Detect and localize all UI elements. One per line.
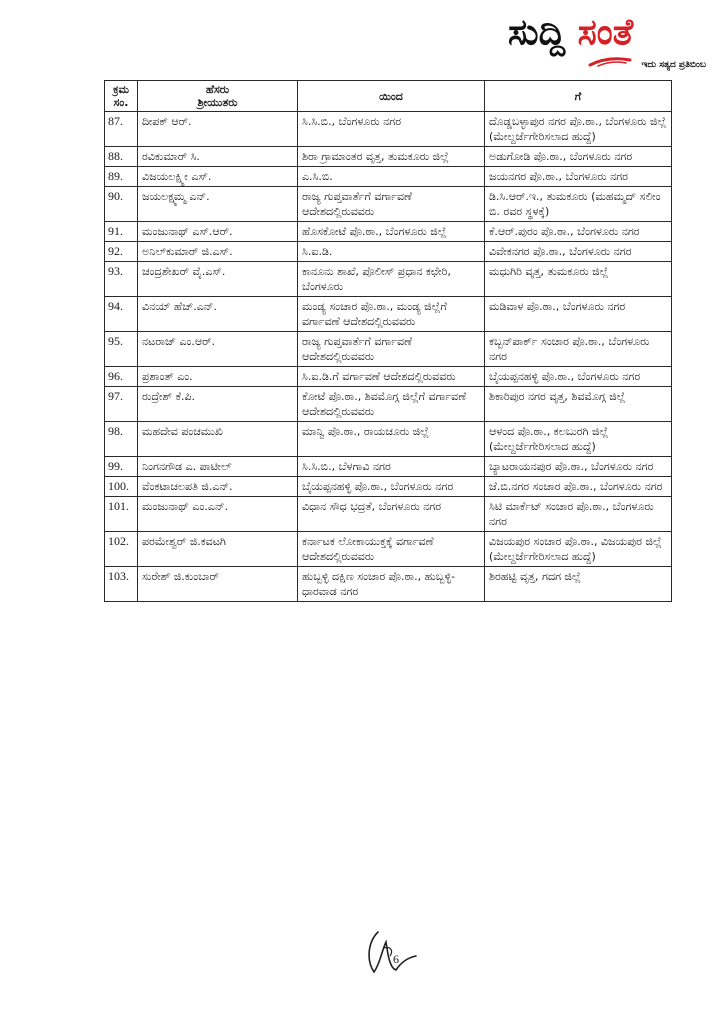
cell-from: ಕಾನೂನು ಶಾಖೆ, ಪೊಲೀಸ್ ಪ್ರಧಾನ ಕಛೇರಿ, ಬೆಂಗಳೂರು [298, 262, 485, 297]
cell-name: ದೀಪಕ್ ಆರ್. [138, 112, 298, 147]
table-body [105, 112, 672, 602]
table-row [105, 222, 672, 242]
header-serial-line1: ಕ್ರಮ [113, 83, 129, 96]
cell-name: ಮಂಜುನಾಥ್ ಎಂ.ಎನ್. [138, 497, 298, 532]
cell-from: ಮಂಡ್ಯ ಸಂಚಾರ ಪೊ.ಠಾ., ಮಂಡ್ಯ ಜಿಲ್ಲೆಗೆ ವರ್ಗಾವಣೆ ಆದೇಶದಲ್ಲಿರುವವರು [298, 297, 485, 332]
header-name-line1: ಹೆಸರು [205, 83, 230, 96]
cell-serial: 103. [105, 567, 138, 602]
transfer-table [104, 80, 672, 602]
cell-name: ಪ್ರಶಾಂತ್ ಎಂ. [138, 367, 298, 387]
cell-from: ಸಿ.ಐ.ಡಿ. [298, 242, 485, 262]
cell-from: ಶಿರಾ ಗ್ರಾಮಾಂತರ ವೃತ್ತ, ತುಮಕೂರು ಜಿಲ್ಲೆ [298, 147, 485, 167]
cell-from: ರಾಜ್ಯ ಗುಪ್ತವಾರ್ತೆಗೆ ವರ್ಗಾವಣೆ ಆದೇಶದಲ್ಲಿರುವವರು [298, 187, 485, 222]
cell-serial: 95. [105, 332, 138, 367]
cell-to: ಡಿ.ಸಿ.ಆರ್.ಇ., ತುಮಕೂರು (ಮಹಮ್ಮದ್ ಸಲೀಂ ಬಿ. ರವರ ಸ್ಥಳಕ್ಕೆ) [485, 187, 672, 222]
cell-to: ವಿವೇಕನಗರ ಪೊ.ಠಾ., ಬೆಂಗಳೂರು ನಗರ [485, 242, 672, 262]
cell-to: ದೊಡ್ಡಬಳ್ಳಾಪುರ ನಗರ ಪೊ.ಠಾ., ಬೆಂಗಳೂರು ಜಿಲ್ಲೆ (ಮೇಲ್ದರ್ಜೆಗೇರಿಸಲಾದ ಹುದ್ದೆ) [485, 112, 672, 147]
cell-from: ಮಾನ್ವಿ ಪೊ.ಠಾ., ರಾಯಚೂರು ಜಿಲ್ಲೆ [298, 422, 485, 457]
table-row [105, 297, 672, 332]
cell-name: ಸುರೇಶ್ ಜಿ.ಕುಂಬಾರ್ [138, 567, 298, 602]
cell-name: ನಟರಾಜ್ ಎಂ.ಆರ್. [138, 332, 298, 367]
cell-name: ಚಂದ್ರಶೇಖರ್ ವೈ.ಎಸ್. [138, 262, 298, 297]
logo-word-1: ಸುದ್ದಿ [508, 12, 566, 53]
table-row [105, 332, 672, 367]
table-row [105, 387, 672, 422]
cell-serial: 100. [105, 477, 138, 497]
cell-to: ಆಳಂದ ಪೊ.ಠಾ., ಕಲಬುರಗಿ ಜಿಲ್ಲೆ (ಮೇಲ್ದರ್ಜೆಗೇರಿಸಲಾದ ಹುದ್ದೆ) [485, 422, 672, 457]
cell-from: ಬೈಯಪ್ಪನಹಳ್ಳಿ ಪೊ.ಠಾ., ಬೆಂಗಳೂರು ನಗರ [298, 477, 485, 497]
signature-icon [360, 928, 420, 978]
cell-to: ಜಯನಗರ ಪೊ.ಠಾ., ಬೆಂಗಳೂರು ನಗರ [485, 167, 672, 187]
table-row [105, 532, 672, 567]
cell-from: ವಿಧಾನ ಸೌಧ ಭದ್ರತೆ, ಬೆಂಗಳೂರು ನಗರ [298, 497, 485, 532]
cell-serial: 88. [105, 147, 138, 167]
cell-to: ಸಿಟಿ ಮಾರ್ಕೆಟ್ ಸಂಚಾರ ಪೊ.ಠಾ., ಬೆಂಗಳೂರು ನಗರ [485, 497, 672, 532]
cell-to: ಮಡಿವಾಳ ಪೊ.ಠಾ., ಬೆಂಗಳೂರು ನಗರ [485, 297, 672, 332]
cell-name: ನಿಂಗನಗೌಡ ಎ. ಪಾಟೀಲ್ [138, 457, 298, 477]
cell-from: ಕರ್ನಾಟಕ ಲೋಕಾಯುಕ್ತಕ್ಕೆ ವರ್ಗಾವಣೆ ಆದೇಶದಲ್ಲಿರುವವರು [298, 532, 485, 567]
table-row [105, 262, 672, 297]
cell-to: ಅಡುಗೋಡಿ ಪೊ.ಠಾ., ಬೆಂಗಳೂರು ನಗರ [485, 147, 672, 167]
cell-serial: 87. [105, 112, 138, 147]
cell-from: ಹೊಸಕೋಟೆ ಪೊ.ಠಾ., ಬೆಂಗಳೂರು ಜಿಲ್ಲೆ [298, 222, 485, 242]
cell-serial: 97. [105, 387, 138, 422]
header-name [138, 81, 298, 112]
cell-name: ರವಿಕುಮಾರ್ ಸಿ. [138, 147, 298, 167]
masthead-logo [508, 8, 708, 74]
cell-from: ಕೋಟೆ ಪೊ.ಠಾ., ಶಿವಮೊಗ್ಗ ಜಿಲ್ಲೆಗೆ ವರ್ಗಾವಣೆ ಆದೇಶದಲ್ಲಿರುವವರು [298, 387, 485, 422]
header-serial-line2: ಸಂ. [113, 96, 129, 109]
cell-to: ಶಿಕಾರಿಪುರ ನಗರ ವೃತ್ತ, ಶಿವಮೊಗ್ಗ ಜಿಲ್ಲೆ [485, 387, 672, 422]
cell-name: ವಿನಯ್ ಹೆಚ್.ಎನ್. [138, 297, 298, 332]
table-row [105, 367, 672, 387]
table-row [105, 167, 672, 187]
page-number: 6 [393, 952, 399, 966]
cell-to: ಬೈಯಪ್ಪನಹಳ್ಳಿ ಪೊ.ಠಾ., ಬೆಂಗಳೂರು ನಗರ [485, 367, 672, 387]
logo-swoosh-icon [588, 54, 632, 68]
logo-title [508, 8, 708, 58]
cell-serial: 89. [105, 167, 138, 187]
header-serial [105, 81, 138, 112]
header-name-line2: ಶ್ರೀಯುತರು [197, 96, 238, 109]
cell-serial: 91. [105, 222, 138, 242]
cell-serial: 98. [105, 422, 138, 457]
cell-name: ಪರಮೇಶ್ವರ್ ಜಿ.ಕವಟಗಿ [138, 532, 298, 567]
cell-to: ಜೆ.ಬಿ.ನಗರ ಸಂಚಾರ ಪೊ.ಠಾ., ಬೆಂಗಳೂರು ನಗರ [485, 477, 672, 497]
cell-name: ಮಹದೇವ ಪಂಚಮುಖಿ [138, 422, 298, 457]
cell-from: ಎ.ಸಿ.ಬಿ. [298, 167, 485, 187]
cell-serial: 96. [105, 367, 138, 387]
cell-to: ಶಿರಹಟ್ಟಿ ವೃತ್ತ, ಗದಗ ಜಿಲ್ಲೆ [485, 567, 672, 602]
cell-to: ಕೆ.ಆರ್.ಪುರಂ ಪೊ.ಠಾ., ಬೆಂಗಳೂರು ನಗರ [485, 222, 672, 242]
logo-tagline: ಇದು ಸತ್ಯದ ಪ್ರತಿಬಿಂಬ [641, 60, 706, 70]
cell-name: ರುದ್ರೇಶ್ ಕೆ.ಪಿ. [138, 387, 298, 422]
cell-serial: 99. [105, 457, 138, 477]
cell-serial: 92. [105, 242, 138, 262]
cell-from: ಸಿ.ಸಿ.ಬಿ., ಬೆಂಗಳೂರು ನಗರ [298, 112, 485, 147]
cell-to: ಕಬ್ಬನ್‌ಪಾರ್ಕ್ ಸಂಚಾರ ಪೊ.ಠಾ., ಬೆಂಗಳೂರು ನಗರ [485, 332, 672, 367]
cell-name: ಜಯಲಕ್ಷ್ಮಮ್ಮ ಎನ್. [138, 187, 298, 222]
logo-word-2: ಸಂತೆ [577, 12, 634, 53]
cell-from: ಹುಬ್ಬಳ್ಳಿ ದಕ್ಷಿಣ ಸಂಚಾರ ಪೊ.ಠಾ., ಹುಬ್ಬಳ್ಳಿ-ಧಾರವಾಡ ನಗರ [298, 567, 485, 602]
cell-to: ಮಧುಗಿರಿ ವೃತ್ತ, ತುಮಕೂರು ಜಿಲ್ಲೆ [485, 262, 672, 297]
table-row [105, 242, 672, 262]
cell-from: ಸಿ.ಸಿ.ಬಿ., ಬೆಳಗಾವಿ ನಗರ [298, 457, 485, 477]
table-row [105, 567, 672, 602]
cell-serial: 94. [105, 297, 138, 332]
cell-serial: 90. [105, 187, 138, 222]
cell-to: ವಿಜಯಪುರ ಸಂಚಾರ ಪೊ.ಠಾ., ವಿಜಯಪುರ ಜಿಲ್ಲೆ (ಮೇಲ್ದರ್ಜೆಗೇರಿಸಲಾದ ಹುದ್ದೆ) [485, 532, 672, 567]
table-row [105, 497, 672, 532]
cell-name: ಅನಿಲ್‌ಕುಮಾರ್ ಜಿ.ಎಸ್. [138, 242, 298, 262]
cell-serial: 93. [105, 262, 138, 297]
cell-to: ಬ್ಯಾಟರಾಯನಪುರ ಪೊ.ಠಾ., ಬೆಂಗಳೂರು ನಗರ [485, 457, 672, 477]
cell-name: ವೆಂಕಟಾಚಲಪತಿ ಜಿ.ಎನ್. [138, 477, 298, 497]
cell-name: ವಿಜಯಲಕ್ಷ್ಮೀ ಎಸ್. [138, 167, 298, 187]
table-row [105, 147, 672, 167]
table-header-row [105, 81, 672, 112]
header-to: ಗೆ [485, 81, 672, 112]
cell-serial: 102. [105, 532, 138, 567]
table-row [105, 112, 672, 147]
cell-serial: 101. [105, 497, 138, 532]
cell-name: ಮಂಜುನಾಥ್ ಎಸ್.ಆರ್. [138, 222, 298, 242]
table-row [105, 422, 672, 457]
cell-from: ರಾಜ್ಯ ಗುಪ್ತವಾರ್ತೆಗೆ ವರ್ಗಾವಣೆ ಆದೇಶದಲ್ಲಿರುವವರು [298, 332, 485, 367]
table-row [105, 477, 672, 497]
table-row [105, 187, 672, 222]
table-row [105, 457, 672, 477]
cell-from: ಸಿ.ಐ.ಡಿ.ಗೆ ವರ್ಗಾವಣೆ ಆದೇಶದಲ್ಲಿರುವವರು [298, 367, 485, 387]
header-from: ಯಿಂದ [298, 81, 485, 112]
